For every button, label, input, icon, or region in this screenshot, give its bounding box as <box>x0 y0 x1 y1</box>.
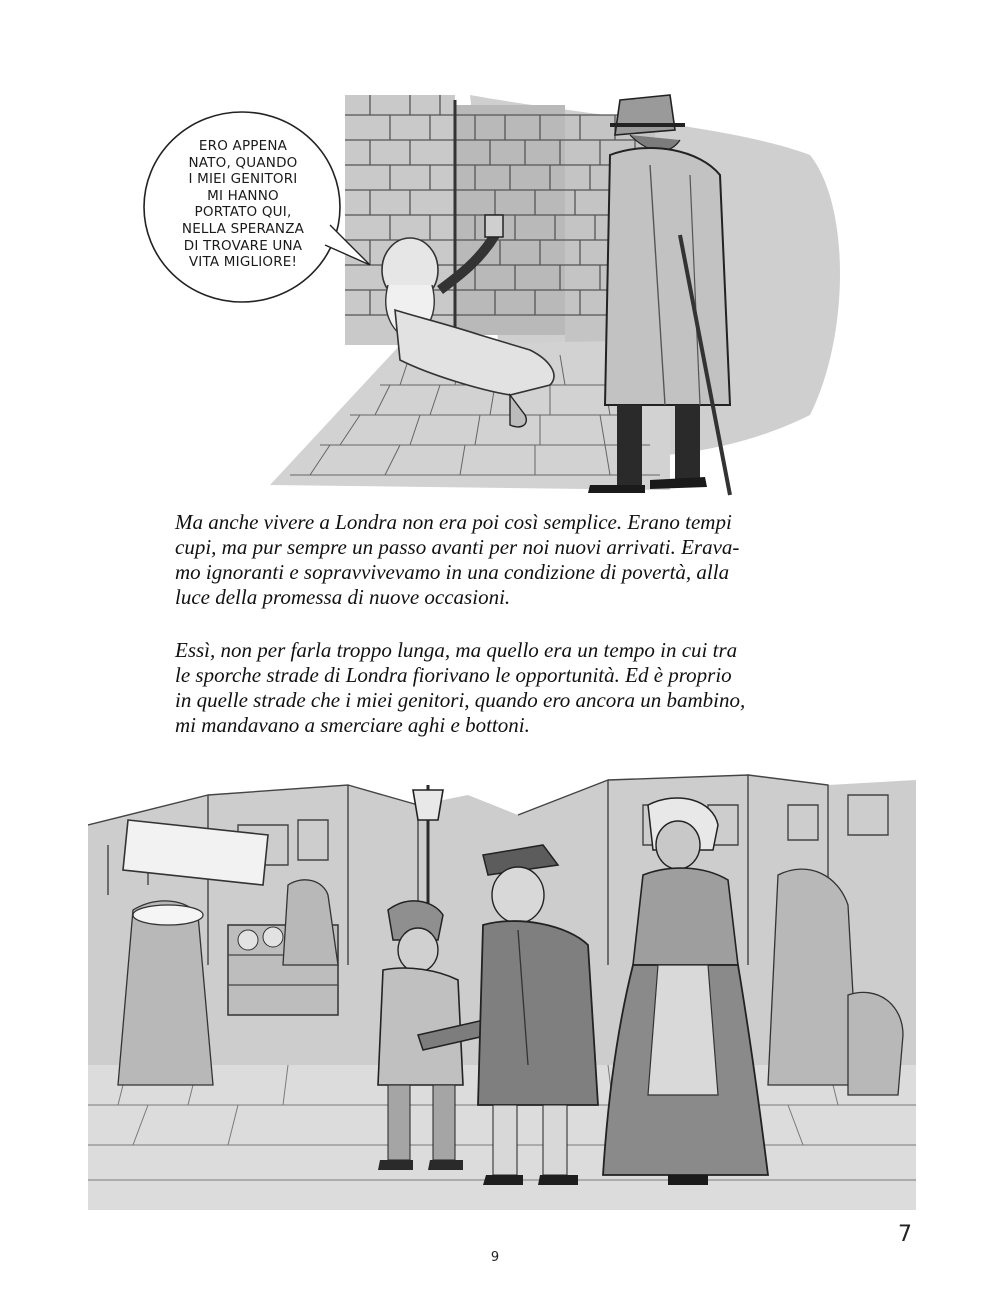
speech-line: MI HANNO <box>207 187 279 204</box>
top-panel-illustration <box>110 85 870 505</box>
narration-line: luce della promessa di nuove occasioni. <box>175 585 511 609</box>
speech-line: NELLA SPERANZA <box>181 220 305 237</box>
speech-line: VITA MIGLIORE! <box>188 254 298 271</box>
page-number: 9 <box>490 1250 500 1265</box>
narration-line: mi mandavano a smerciare aghi e bottoni. <box>175 713 530 737</box>
speech-line: NATO, QUANDO <box>188 154 298 171</box>
bottom-panel-illustration <box>88 765 916 1210</box>
narration-line: Ma anche vivere a Londra non era poi così semplice. Erano tempi <box>175 510 732 534</box>
narration-line: Essì, non per farla troppo lunga, ma quello era un tempo in cui tra <box>175 638 738 662</box>
narration-line: in quelle strade che i miei genitori, quando ero ancora un bambino, <box>175 688 746 712</box>
street-market-scene <box>88 765 916 1210</box>
narration-paragraph-2 <box>175 638 835 738</box>
speech-line: I MIEI GENITORI <box>188 171 298 188</box>
narration-paragraph-1 <box>175 510 835 610</box>
speech-line: PORTATO QUI, <box>194 204 292 221</box>
narration-line: mo ignoranti e sopravvivevamo in una condizione di povertà, alla <box>175 560 730 584</box>
narration-line: le sporche strade di Londra fiorivano le opportunità. Ed è proprio <box>175 663 732 687</box>
folio-mark: 7 <box>898 1222 912 1247</box>
narration-line: cupi, ma pur sempre un passo avanti per noi nuovi arrivati. Erava- <box>175 535 740 559</box>
speech-line: ERO APPENA <box>198 138 288 154</box>
speech-bubble-text <box>168 138 318 271</box>
speech-line: DI TROVARE UNA <box>183 237 303 254</box>
